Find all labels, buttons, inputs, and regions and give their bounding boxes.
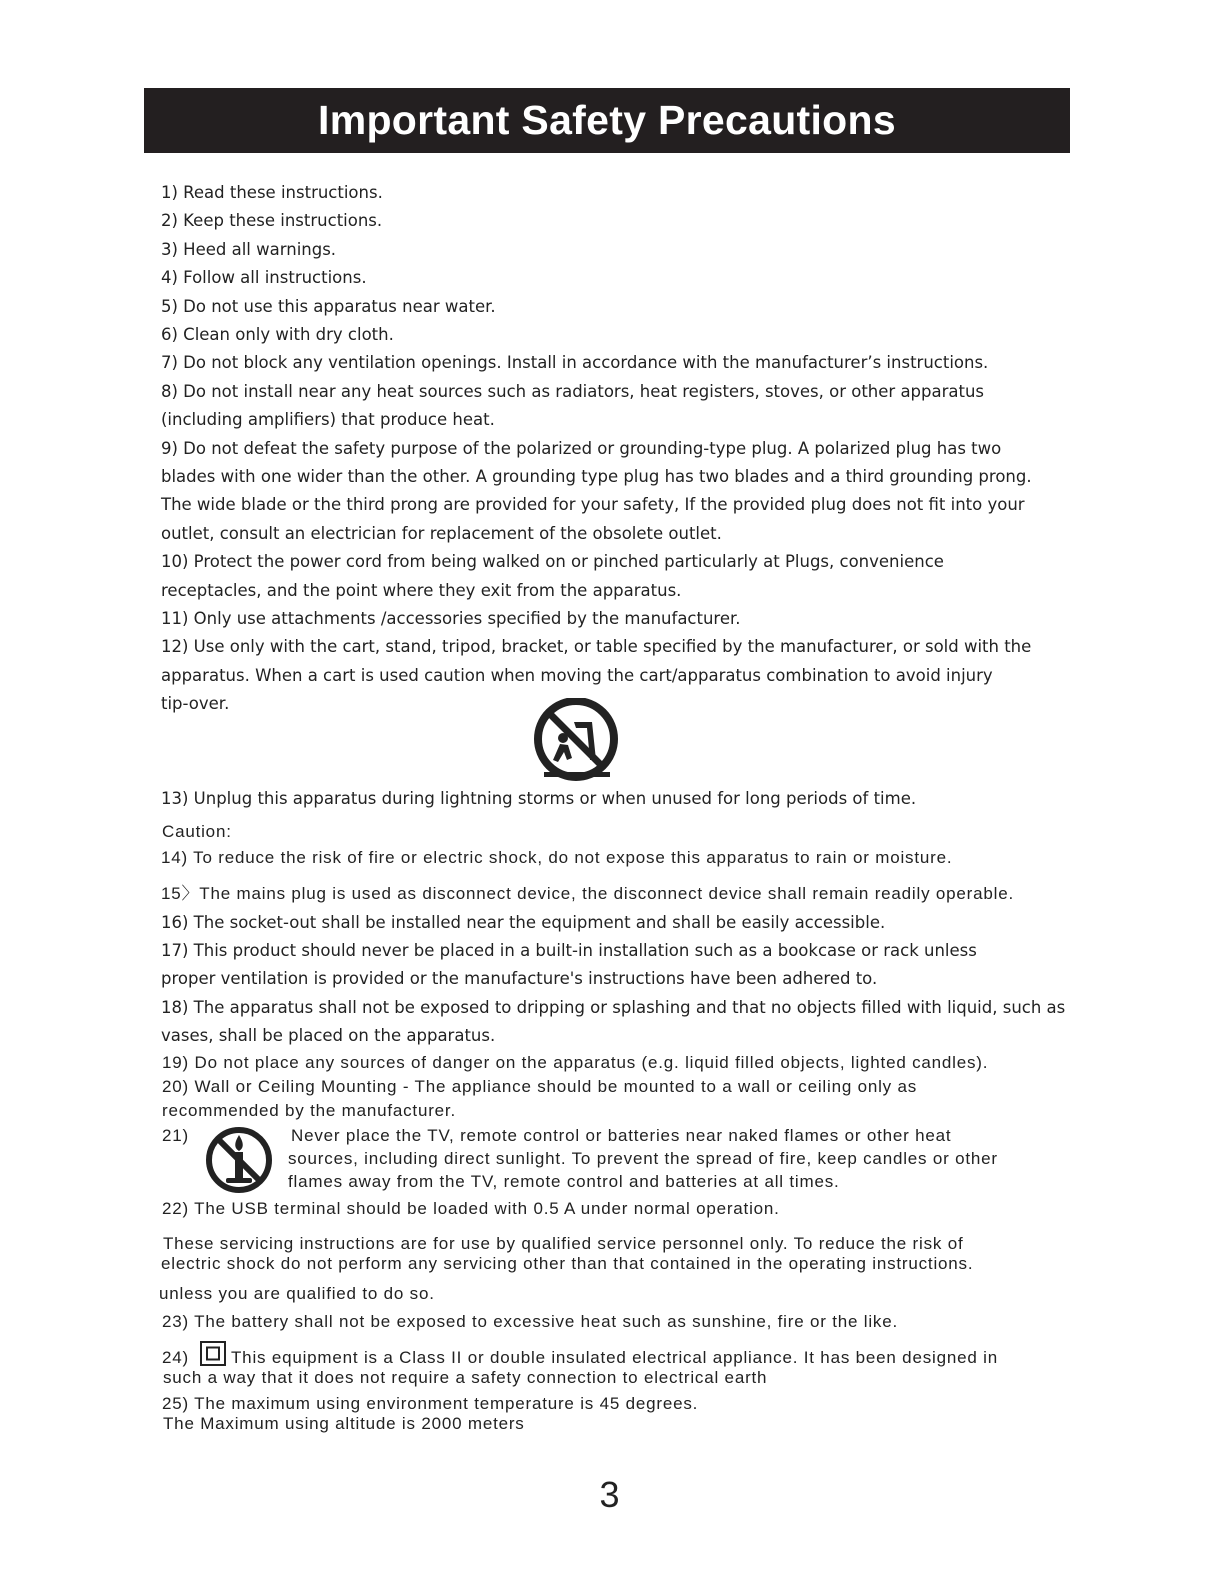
instruction-12-line-2: apparatus. When a cart is used caution when moving the cart/apparatus combination to avoid injury — [161, 666, 993, 685]
instruction-3: 3) Heed all warnings. — [161, 240, 337, 259]
instruction-6: 6) Clean only with dry cloth. — [161, 325, 394, 344]
instruction-9-line-2: blades with one wider than the other. A grounding type plug has two blades and a third grounding prong. — [161, 467, 1032, 486]
caution-heading: Caution: — [162, 822, 232, 841]
instruction-25-line-2: The Maximum using altitude is 2000 meters — [163, 1414, 525, 1433]
instruction-15: 15〉The mains plug is used as disconnect device, the disconnect device shall remain readily operable. — [161, 884, 1014, 903]
cart-tip-over-warning-icon — [530, 698, 622, 782]
instruction-14: 14) To reduce the risk of fire or electric shock, do not expose this apparatus to rain or moisture. — [161, 848, 953, 867]
instruction-7: 7) Do not block any ventilation openings. Install in accordance with the manufacturer’s instructions. — [161, 353, 989, 372]
instruction-21-line-3: flames away from the TV, remote control and batteries at all times. — [288, 1172, 840, 1191]
instruction-21-number: 21) — [162, 1126, 189, 1145]
servicing-note-line-2: electric shock do not perform any servicing other than that contained in the operating instructions. — [161, 1254, 974, 1273]
servicing-note-line-1: These servicing instructions are for use by qualified service personnel only. To reduce the risk of — [163, 1234, 964, 1253]
instruction-24-line-2: such a way that it does not require a safety connection to electrical earth — [163, 1368, 768, 1387]
instruction-13: 13) Unplug this apparatus during lightning storms or when unused for long periods of time. — [161, 789, 917, 808]
instruction-21-line-2: sources, including direct sunlight. To prevent the spread of fire, keep candles or other — [288, 1149, 998, 1168]
instruction-23: 23) The battery shall not be exposed to excessive heat such as sunshine, fire or the like. — [162, 1312, 899, 1331]
instruction-11: 11) Only use attachments /accessories specified by the manufacturer. — [161, 609, 741, 628]
instruction-12-line-3: tip-over. — [161, 694, 230, 713]
instruction-19: 19) Do not place any sources of danger on the apparatus (e.g. liquid filled objects, lighted candles). — [162, 1053, 989, 1072]
instruction-9-line-3: The wide blade or the third prong are provided for your safety, If the provided plug does not fit into your — [161, 495, 1025, 514]
instruction-10-line-2: receptacles, and the point where they exit from the apparatus. — [161, 581, 682, 600]
instruction-4: 4) Follow all instructions. — [161, 268, 367, 287]
page-number: 3 — [599, 1474, 620, 1515]
instruction-22: 22) The USB terminal should be loaded with 0.5 A under normal operation. — [162, 1199, 780, 1218]
no-candle-flame-icon — [204, 1125, 274, 1195]
instruction-24-number: 24) — [162, 1348, 189, 1367]
instruction-20-line-1: 20) Wall or Ceiling Mounting - The appliance should be mounted to a wall or ceiling only as — [162, 1077, 918, 1096]
instruction-12-line-1: 12) Use only with the cart, stand, tripod, bracket, or table specified by the manufacturer, or sold with the — [161, 637, 1032, 656]
servicing-note-line-3: unless you are qualified to do so. — [159, 1284, 435, 1303]
class-ii-double-insulation-icon — [200, 1341, 226, 1366]
instruction-1: 1) Read these instructions. — [161, 183, 383, 202]
instruction-17-line-1: 17) This product should never be placed in a built-in installation such as a bookcase or rack unless — [161, 941, 977, 960]
instruction-10-line-1: 10) Protect the power cord from being walked on or pinched particularly at Plugs, convenience — [161, 552, 944, 571]
page-title: Important Safety Precautions — [144, 88, 1070, 153]
instruction-5: 5) Do not use this apparatus near water. — [161, 297, 496, 316]
instruction-18-line-2: vases, shall be placed on the apparatus. — [161, 1026, 496, 1045]
instruction-17-line-2: proper ventilation is provided or the manufacture's instructions have been adhered to. — [161, 969, 878, 988]
instruction-20-line-2: recommended by the manufacturer. — [162, 1101, 456, 1120]
instruction-8-line-1: 8) Do not install near any heat sources such as radiators, heat registers, stoves, or other apparatus — [161, 382, 985, 401]
instruction-21-line-1: Never place the TV, remote control or batteries near naked flames or other heat — [291, 1126, 952, 1145]
instruction-9-line-1: 9) Do not defeat the safety purpose of the polarized or grounding-type plug. A polarized plug has two — [161, 439, 1002, 458]
instruction-9-line-4: outlet, consult an electrician for replacement of the obsolete outlet. — [161, 524, 722, 543]
instruction-16: 16) The socket-out shall be installed near the equipment and shall be easily accessible. — [161, 913, 886, 932]
instruction-8-line-2: (including amplifiers) that produce heat. — [161, 410, 495, 429]
instruction-2: 2) Keep these instructions. — [161, 211, 383, 230]
instruction-25-line-1: 25) The maximum using environment temperature is 45 degrees. — [162, 1394, 699, 1413]
instruction-18-line-1: 18) The apparatus shall not be exposed to dripping or splashing and that no objects filled with liquid, such as — [161, 998, 1066, 1017]
instruction-24-line-1: This equipment is a Class II or double insulated electrical appliance. It has been designed in — [231, 1348, 998, 1367]
